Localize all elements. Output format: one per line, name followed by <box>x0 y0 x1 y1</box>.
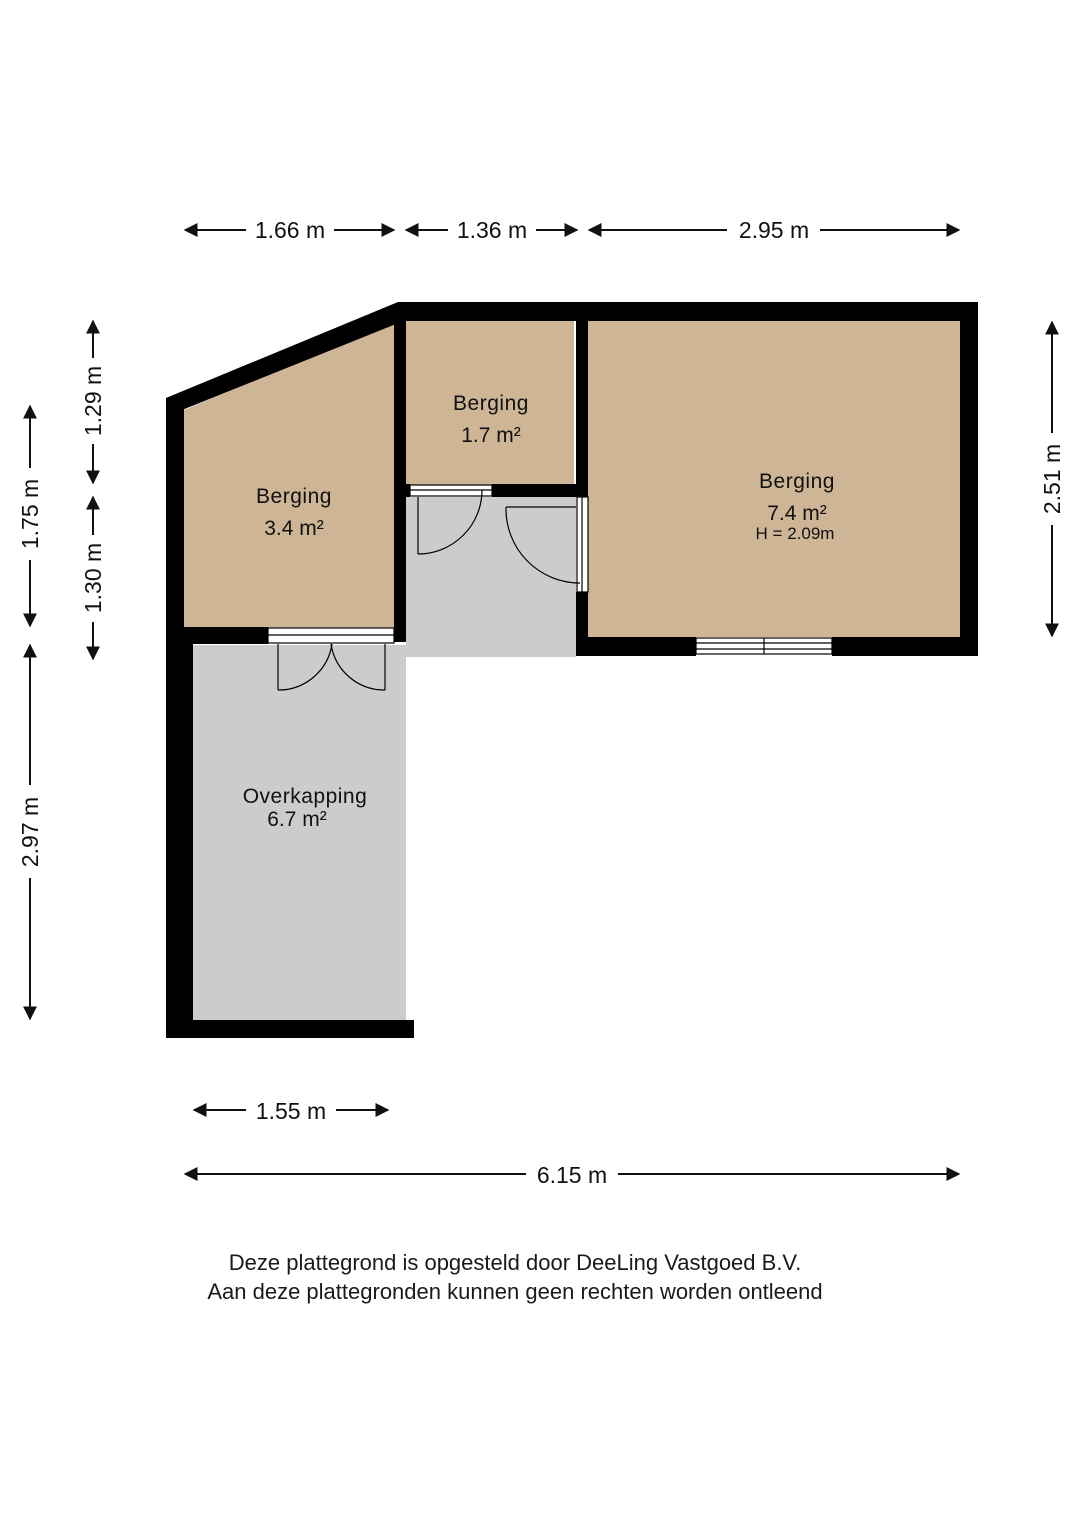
room-name: Berging <box>453 392 529 415</box>
wall-small-bottom-left <box>394 484 410 497</box>
dimension-top-2 <box>406 217 577 243</box>
room-berging-left-floor <box>184 322 394 628</box>
room-name: Berging <box>759 470 835 493</box>
window-large-berging <box>696 638 832 654</box>
dimension-label: 1.75 m <box>17 478 43 550</box>
wall-partition-1 <box>394 314 406 642</box>
room-area: 6.7 m² <box>267 808 327 831</box>
dimension-left-outer-2 <box>17 645 43 1019</box>
room-area: 3.4 m² <box>264 517 324 540</box>
dimension-left-inner-2 <box>80 497 106 659</box>
dimension-top-3 <box>589 217 959 243</box>
wall-left-overkapping <box>166 628 193 1038</box>
disclaimer-line-2: Aan deze plattegronden kunnen geen rechten worden ontleend <box>207 1279 823 1304</box>
dimension-bottom-total <box>185 1162 959 1188</box>
disclaimer-line-1: Deze plattegrond is opgesteld door DeeLing Vastgoed B.V. <box>228 1250 802 1275</box>
dimension-label: 6.15 m <box>536 1162 608 1188</box>
wall-large-bottom-left <box>576 637 696 656</box>
label-berging-large <box>756 470 835 543</box>
room-area: 1.7 m² <box>461 424 521 447</box>
dimension-label: 2.95 m <box>738 217 810 243</box>
wall-berging-left-bottom <box>166 627 268 644</box>
dimension-label: 1.55 m <box>255 1098 327 1124</box>
dimension-label: 1.36 m <box>456 217 528 243</box>
dimension-label: 1.30 m <box>80 542 106 614</box>
wall-bottom-overkapping <box>166 1020 414 1038</box>
room-name: Overkapping <box>242 785 368 808</box>
dimension-top-1 <box>185 217 394 243</box>
dimension-bottom-small <box>194 1098 388 1124</box>
wall-partition-2 <box>576 314 588 496</box>
room-name: Berging <box>256 485 332 508</box>
room-height: H = 2.09m <box>755 524 835 543</box>
dimension-left-outer-1 <box>17 406 43 626</box>
wall-right <box>960 302 978 656</box>
dimension-label: 2.97 m <box>17 796 43 868</box>
overkapping-floor <box>193 645 406 1021</box>
dimension-label: 1.66 m <box>254 217 326 243</box>
dimension-label: 1.29 m <box>80 365 106 437</box>
wall-small-bottom-right <box>492 484 588 497</box>
dimension-label: 2.51 m <box>1039 443 1065 515</box>
dimension-left-inner-1 <box>80 321 106 483</box>
dimension-right <box>1039 322 1065 636</box>
room-area: 7.4 m² <box>767 502 827 525</box>
wall-large-bottom-right <box>832 637 978 656</box>
wall-top <box>398 302 978 321</box>
